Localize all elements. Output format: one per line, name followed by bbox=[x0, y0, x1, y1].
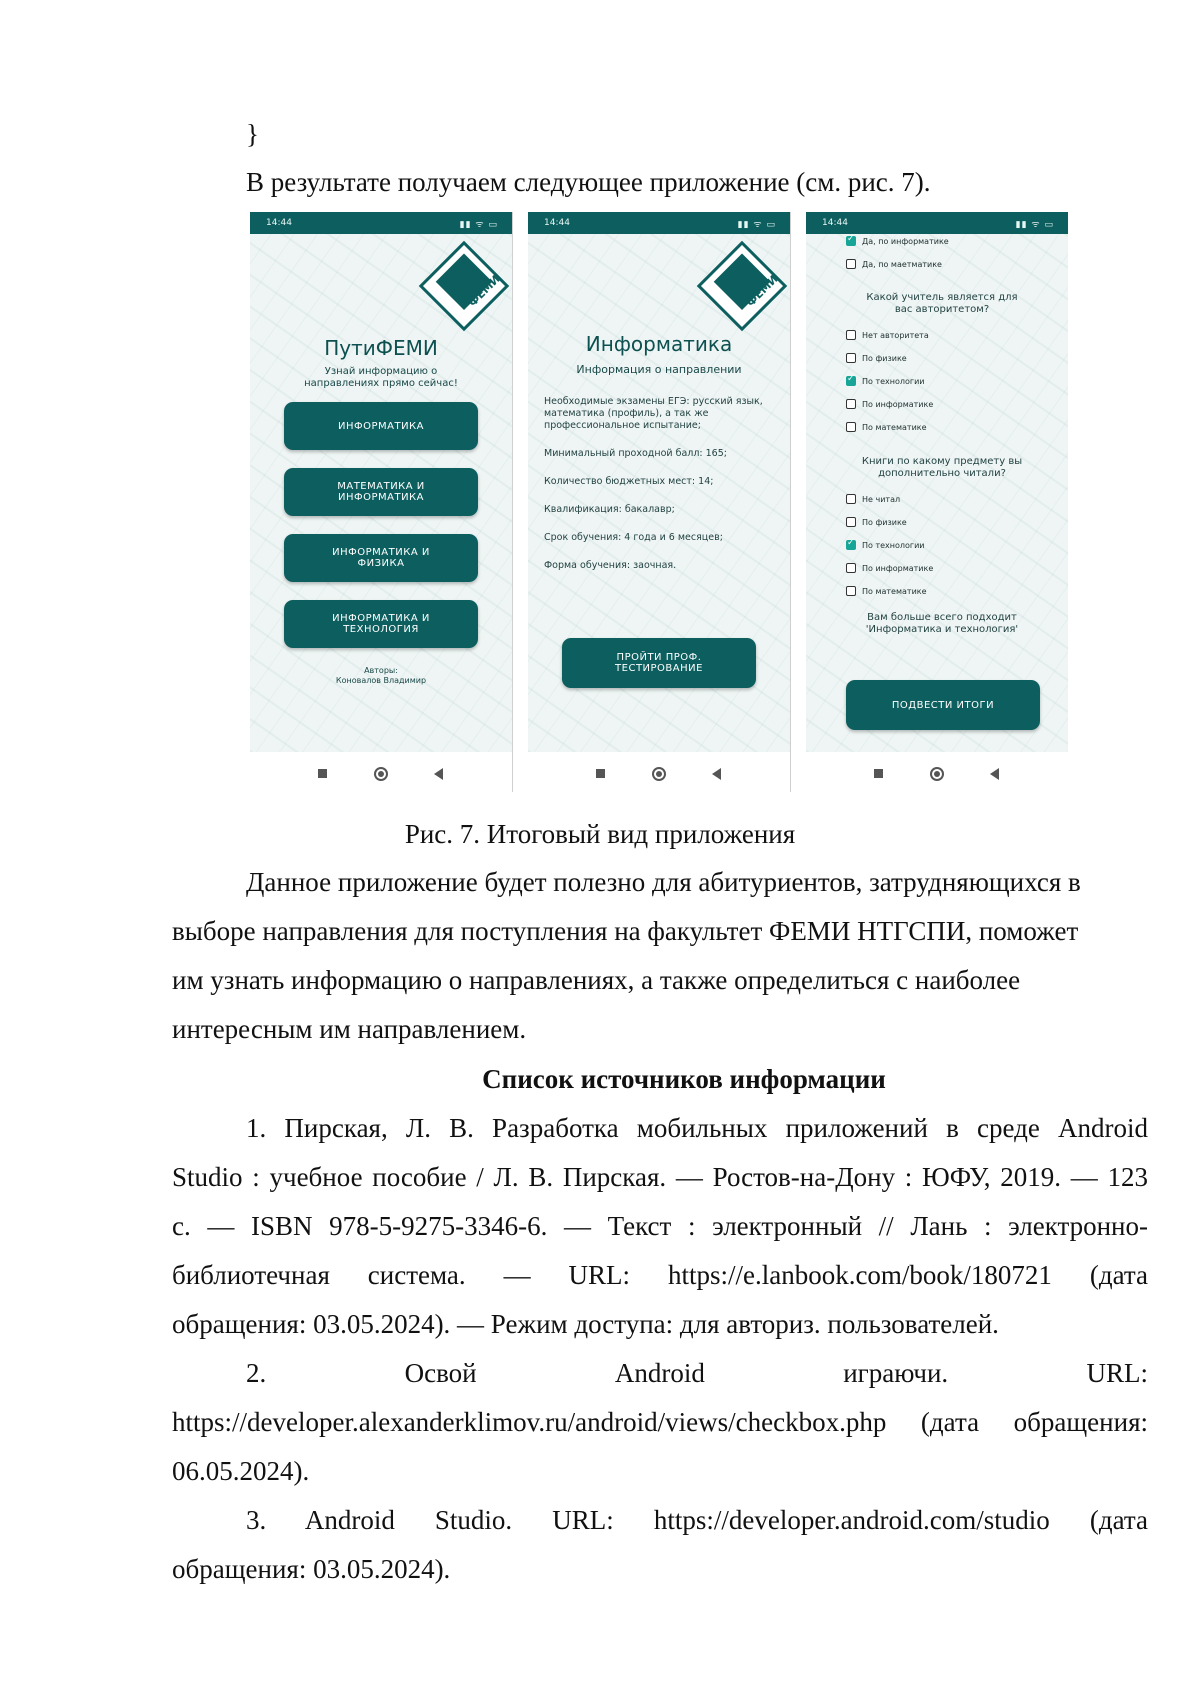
phone-screen-informatics bbox=[528, 212, 791, 792]
reference-line: 1. Пирская, Л. В. Разработка мобильных приложений в среде Android bbox=[246, 1113, 1148, 1143]
checkbox-label: По физике bbox=[862, 353, 907, 363]
checkbox-option[interactable] bbox=[846, 259, 942, 269]
reference-line: 3. Android Studio. URL: https://developer.android.com/studio (дата bbox=[246, 1505, 1148, 1535]
home-icon[interactable] bbox=[930, 767, 944, 781]
android-nav-bar bbox=[250, 752, 512, 792]
intro-sentence: В результате получаем следующее приложение (см. рис. 7). bbox=[246, 167, 931, 197]
status-time: 14:44 bbox=[266, 218, 292, 228]
paragraph-line: выборе направления для поступления на факультет ФЕМИ НТГСПИ, поможет bbox=[172, 916, 1079, 946]
budget-places-info: Количество бюджетных мест: 14; bbox=[544, 476, 714, 487]
status-time: 14:44 bbox=[822, 218, 848, 228]
submit-results-button[interactable]: ПОДВЕСТИ ИТОГИ bbox=[846, 680, 1040, 730]
checkbox-checked[interactable] bbox=[846, 236, 856, 246]
app-title: ПутиФЕМИ bbox=[324, 336, 438, 360]
study-form-info: Форма обучения: заочная. bbox=[544, 560, 677, 571]
direction-title: Информатика bbox=[585, 332, 733, 356]
paragraph-line: интересным им направлением. bbox=[172, 1014, 527, 1044]
app-screenshots-figure bbox=[250, 212, 1072, 792]
checkbox-option[interactable] bbox=[846, 540, 925, 550]
checkbox-unchecked[interactable] bbox=[846, 353, 856, 363]
checkbox-label: Да, по информатике bbox=[862, 236, 949, 246]
checkbox-option[interactable] bbox=[846, 422, 927, 432]
checkbox-checked[interactable] bbox=[846, 376, 856, 386]
checkbox-label: По технологии bbox=[862, 540, 925, 550]
checkbox-option[interactable] bbox=[846, 517, 907, 527]
informatics-physics-button[interactable]: ИНФОРМАТИКА И ФИЗИКА bbox=[284, 534, 478, 582]
logo-label: ФЕМИ bbox=[744, 272, 781, 310]
checkbox-unchecked[interactable] bbox=[846, 330, 856, 340]
home-icon[interactable] bbox=[652, 767, 666, 781]
reference-line: обращения: 03.05.2024). — Режим доступа: для авториз. пользователей. bbox=[172, 1309, 999, 1339]
status-bar bbox=[528, 212, 790, 234]
android-nav-bar bbox=[528, 752, 790, 792]
question-authority: Какой учитель является для вас авторитетом? bbox=[866, 292, 1018, 315]
closing-brace: } bbox=[246, 119, 259, 149]
checkbox-option[interactable] bbox=[846, 353, 907, 363]
exams-info: Необходимые экзамены ЕГЭ: русский язык, математика (профиль), а так же профессиональное испытание; bbox=[544, 396, 763, 431]
phone-screen-home bbox=[250, 212, 513, 792]
references-heading: Список источников информации bbox=[482, 1064, 886, 1094]
paragraph-line: им узнать информацию о направлениях, а также определиться с наиболее bbox=[172, 965, 1021, 995]
recents-icon[interactable] bbox=[874, 769, 883, 778]
reference-line: https://developer.alexanderklimov.ru/android/views/checkbox.php (дата обращения: bbox=[172, 1407, 1148, 1437]
checkbox-option[interactable] bbox=[846, 494, 900, 504]
paragraph-line: Данное приложение будет полезно для абитуриентов, затрудняющихся в bbox=[246, 867, 1081, 897]
checkbox-label: По физике bbox=[862, 517, 907, 527]
signal-wifi-battery-icon: ▮▮ ᯤ ▭ bbox=[459, 220, 498, 230]
recents-icon[interactable] bbox=[596, 769, 605, 778]
back-icon[interactable] bbox=[712, 768, 721, 780]
informatics-technology-button[interactable]: ИНФОРМАТИКА И ТЕХНОЛОГИЯ bbox=[284, 600, 478, 648]
checkbox-unchecked[interactable] bbox=[846, 422, 856, 432]
signal-wifi-battery-icon: ▮▮ ᯤ ▭ bbox=[737, 220, 776, 230]
math-informatics-button[interactable]: МАТЕМАТИКА И ИНФОРМАТИКА bbox=[284, 468, 478, 516]
checkbox-label: Не читал bbox=[862, 494, 901, 504]
take-test-button[interactable]: ПРОЙТИ ПРОФ. ТЕСТИРОВАНИЕ bbox=[562, 638, 756, 688]
reference-line: библиотечная система. — URL: https://e.lanbook.com/book/180721 (дата bbox=[172, 1260, 1148, 1290]
duration-info: Срок обучения: 4 года и 6 месяцев; bbox=[544, 532, 723, 543]
checkbox-label: По математике bbox=[862, 422, 927, 432]
reference-line: 06.05.2024). bbox=[172, 1456, 310, 1486]
checkbox-option[interactable] bbox=[846, 376, 925, 386]
checkbox-option[interactable] bbox=[846, 399, 933, 409]
reference-line: обращения: 03.05.2024). bbox=[172, 1554, 451, 1584]
back-icon[interactable] bbox=[434, 768, 443, 780]
checkbox-unchecked[interactable] bbox=[846, 259, 856, 269]
qualification-info: Квалификация: бакалавр; bbox=[544, 504, 675, 515]
status-bar bbox=[250, 212, 512, 234]
checkbox-option[interactable] bbox=[846, 563, 933, 573]
back-icon[interactable] bbox=[990, 768, 999, 780]
signal-wifi-battery-icon: ▮▮ ᯤ ▭ bbox=[1015, 220, 1054, 230]
direction-subtitle: Информация о направлении bbox=[576, 363, 742, 376]
reference-line: Studio : учебное пособие / Л. В. Пирская. — Ростов-на-Дону : ЮФУ, 2019. — 123 bbox=[172, 1162, 1148, 1192]
checkbox-option[interactable] bbox=[846, 586, 927, 596]
checkbox-unchecked[interactable] bbox=[846, 563, 856, 573]
home-icon[interactable] bbox=[374, 767, 388, 781]
android-nav-bar bbox=[806, 752, 1068, 792]
authors-text: Авторы: Коновалов Владимир bbox=[335, 666, 427, 685]
app-subtitle: Узнай информацию о направлениях прямо сейчас! bbox=[304, 366, 458, 389]
checkbox-label: По технологии bbox=[862, 376, 925, 386]
question-books: Книги по какому предмету вы дополнительно читали? bbox=[861, 456, 1023, 479]
reference-line: с. — ISBN 978-5-9275-3346-6. — Текст : электронный // Лань : электронно- bbox=[172, 1211, 1148, 1241]
status-bar bbox=[806, 212, 1068, 234]
checkbox-label: Нет авторитета bbox=[862, 330, 929, 340]
figure-caption: Рис. 7. Итоговый вид приложения bbox=[404, 819, 796, 849]
checkbox-option[interactable] bbox=[846, 330, 929, 340]
min-score-info: Минимальный проходной балл: 165; bbox=[544, 448, 727, 459]
checkbox-label: По информатике bbox=[862, 399, 934, 409]
reference-line: 2. Освой Android играючи. URL: bbox=[246, 1358, 1148, 1388]
status-time: 14:44 bbox=[544, 218, 570, 228]
checkbox-label: По математике bbox=[862, 586, 927, 596]
informatics-button[interactable]: ИНФОРМАТИКА bbox=[284, 402, 478, 450]
checkbox-unchecked[interactable] bbox=[846, 494, 856, 504]
checkbox-checked[interactable] bbox=[846, 540, 856, 550]
checkbox-option[interactable] bbox=[846, 236, 949, 246]
checkbox-unchecked[interactable] bbox=[846, 586, 856, 596]
phone-screen-test bbox=[806, 212, 1068, 792]
checkbox-label: Да, по маетматике bbox=[862, 259, 942, 269]
logo-label: ФЕМИ bbox=[466, 272, 503, 310]
checkbox-label: По информатике bbox=[862, 563, 934, 573]
checkbox-unchecked[interactable] bbox=[846, 517, 856, 527]
result-text: Вам больше всего подходит 'Информатика и технология' bbox=[865, 612, 1019, 635]
checkbox-unchecked[interactable] bbox=[846, 399, 856, 409]
recents-icon[interactable] bbox=[318, 769, 327, 778]
